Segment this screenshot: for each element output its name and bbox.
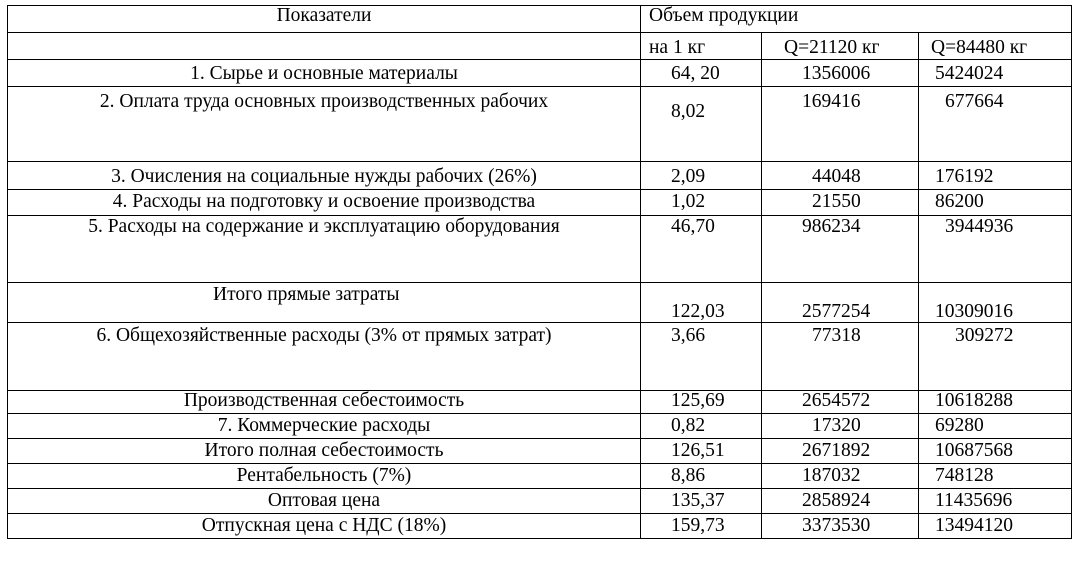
row-value-q2: 748128 — [919, 464, 1072, 489]
row-value-per-kg: 1,02 — [641, 190, 762, 216]
cost-table — [7, 5, 1072, 539]
row-value-q2: 3944936 — [919, 216, 1072, 283]
row-value-per-kg: 122,03 — [641, 283, 762, 323]
header-indicators: Показатели — [8, 6, 641, 33]
row-value-per-kg: 126,51 — [641, 439, 762, 464]
table-row — [8, 216, 1072, 283]
header-row-1 — [8, 6, 1072, 33]
header-q2: Q=84480 кг — [919, 33, 1072, 60]
table-row — [8, 87, 1072, 162]
row-label: 5. Расходы на содержание и эксплуатацию оборудования — [8, 216, 641, 283]
row-label: 1. Сырье и основные материалы — [8, 60, 641, 87]
row-value-per-kg: 46,70 — [641, 216, 762, 283]
row-value-q1: 17320 — [762, 414, 919, 439]
row-value-q2: 86200 — [919, 190, 1072, 216]
header-per-kg: на 1 кг — [641, 33, 762, 60]
row-value-q1: 2654572 — [762, 391, 919, 414]
row-value-q2: 176192 — [919, 162, 1072, 190]
row-value-per-kg: 64, 20 — [641, 60, 762, 87]
table-row — [8, 489, 1072, 514]
row-label: 2. Оплата труда основных производственных рабочих — [8, 87, 641, 162]
table-row — [8, 439, 1072, 464]
table-row — [8, 162, 1072, 190]
table-row — [8, 464, 1072, 489]
table-row — [8, 60, 1072, 87]
row-value-per-kg: 159,73 — [641, 514, 762, 539]
row-label: 3. Очисления на социальные нужды рабочих (26%) — [8, 162, 641, 190]
header-q1: Q=21120 кг — [762, 33, 919, 60]
row-value-q1: 2577254 — [762, 283, 919, 323]
row-label: 6. Общехозяйственные расходы (3% от прямых затрат) — [8, 323, 641, 391]
row-value-q1: 187032 — [762, 464, 919, 489]
row-label: Итого прямые затраты — [8, 283, 641, 323]
row-value-q1: 2671892 — [762, 439, 919, 464]
row-label: Производственная себестоимость — [8, 391, 641, 414]
table-row — [8, 414, 1072, 439]
row-value-per-kg: 8,86 — [641, 464, 762, 489]
table-row — [8, 391, 1072, 414]
header-empty-cell — [8, 33, 641, 60]
row-value-q2: 309272 — [919, 323, 1072, 391]
header-volume: Объем продукции — [641, 6, 1072, 33]
header-row-2 — [8, 33, 1072, 60]
row-value-q1: 169416 — [762, 87, 919, 162]
table-row — [8, 514, 1072, 539]
table-row — [8, 190, 1072, 216]
row-value-q1: 44048 — [762, 162, 919, 190]
row-value-per-kg: 125,69 — [641, 391, 762, 414]
row-value-q2: 5424024 — [919, 60, 1072, 87]
table-row — [8, 323, 1072, 391]
row-value-q1: 986234 — [762, 216, 919, 283]
row-label: 7. Коммерческие расходы — [8, 414, 641, 439]
row-value-per-kg: 3,66 — [641, 323, 762, 391]
row-value-q2: 10618288 — [919, 391, 1072, 414]
row-value-per-kg: 0,82 — [641, 414, 762, 439]
row-value-per-kg: 8,02 — [641, 87, 762, 162]
row-value-q2: 677664 — [919, 87, 1072, 162]
row-value-q1: 1356006 — [762, 60, 919, 87]
row-label: 4. Расходы на подготовку и освоение производства — [8, 190, 641, 216]
row-value-q2: 11435696 — [919, 489, 1072, 514]
row-value-q1: 77318 — [762, 323, 919, 391]
row-value-per-kg: 2,09 — [641, 162, 762, 190]
row-value-q2: 10687568 — [919, 439, 1072, 464]
row-label: Оптовая цена — [8, 489, 641, 514]
row-label: Рентабельность (7%) — [8, 464, 641, 489]
table-row — [8, 283, 1072, 323]
row-value-q1: 2858924 — [762, 489, 919, 514]
row-value-q2: 10309016 — [919, 283, 1072, 323]
row-value-q2: 69280 — [919, 414, 1072, 439]
row-label: Итого полная себестоимость — [8, 439, 641, 464]
row-label: Отпускная цена с НДС (18%) — [8, 514, 641, 539]
row-value-q2: 13494120 — [919, 514, 1072, 539]
row-value-q1: 21550 — [762, 190, 919, 216]
row-value-q1: 3373530 — [762, 514, 919, 539]
row-value-per-kg: 135,37 — [641, 489, 762, 514]
